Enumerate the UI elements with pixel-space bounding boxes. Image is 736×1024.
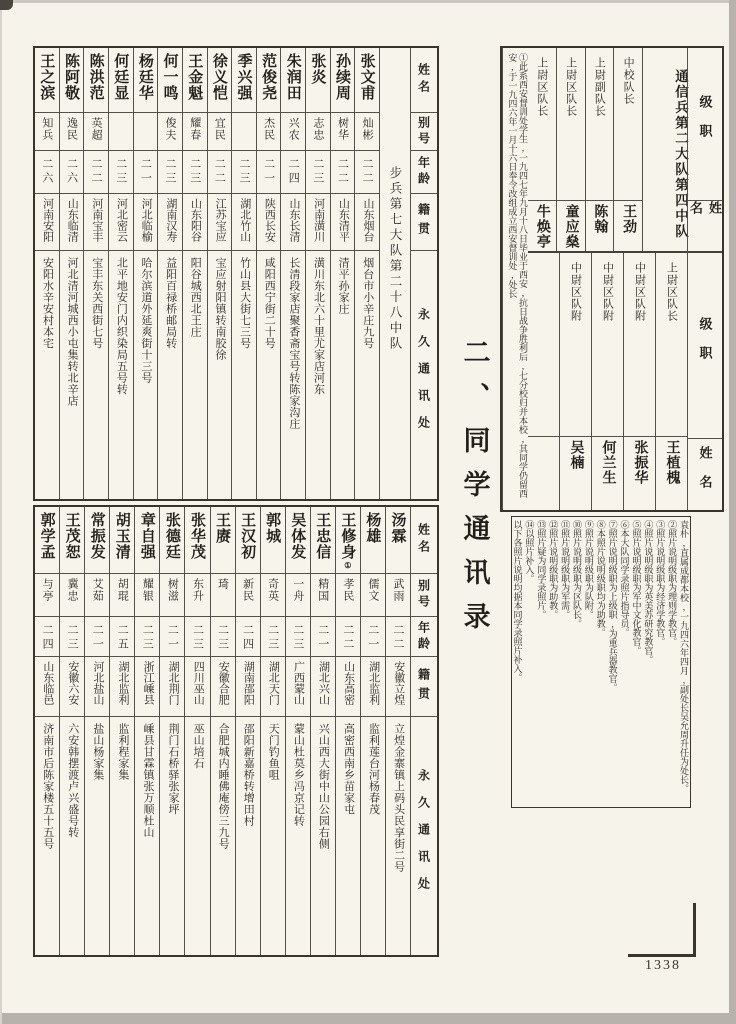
student-column bbox=[280, 48, 305, 499]
officer-column bbox=[528, 48, 556, 251]
frame-corner bbox=[628, 903, 696, 957]
student-address: 河北清河城西小屯集转北辛店 bbox=[66, 257, 79, 407]
student-age: 二二 bbox=[386, 617, 410, 657]
officer-rank: 中校队长 bbox=[614, 48, 642, 201]
student-alias: 孝民 bbox=[336, 574, 360, 617]
student-age: 二三 bbox=[211, 617, 235, 657]
student-age: 二一 bbox=[257, 151, 281, 194]
student-address: 阳谷城西北王庄 bbox=[189, 257, 202, 338]
student-origin: 山东阳谷 bbox=[183, 194, 207, 251]
student-alias: 耀银 bbox=[135, 574, 159, 617]
header-rank: 级职 bbox=[688, 253, 722, 439]
spine bbox=[444, 338, 506, 646]
student-origin: 河北盐山 bbox=[85, 657, 109, 717]
student-address: 清平孙家庄 bbox=[337, 257, 350, 315]
student-name: 王金魁 bbox=[183, 48, 207, 113]
roster-area bbox=[33, 46, 439, 957]
student-column bbox=[310, 507, 335, 955]
student-alias: 俊夫 bbox=[158, 113, 182, 151]
student-age: 二六 bbox=[35, 151, 59, 194]
student-address: 巫山培石 bbox=[192, 723, 205, 769]
officer-column-empty bbox=[528, 253, 559, 510]
student-alias: 耀春 bbox=[183, 113, 207, 151]
student-origin: 河南宝丰 bbox=[84, 194, 108, 251]
officer-name: 牛焕亭 bbox=[534, 204, 550, 249]
student-age: 二五 bbox=[110, 617, 134, 657]
student-column bbox=[159, 507, 184, 955]
student-age: 二三 bbox=[232, 151, 256, 194]
note-column: ⑨照片说明级职为队附。 bbox=[583, 520, 594, 619]
student-origin: 浙江嵊县 bbox=[135, 657, 159, 717]
header-age: 年龄 bbox=[411, 151, 437, 194]
note-column: ③照片说明级职为经济学教官。 bbox=[655, 520, 666, 646]
student-age: 二四 bbox=[236, 617, 260, 657]
officers-table bbox=[500, 46, 724, 512]
student-age: 二二 bbox=[84, 151, 108, 194]
officer-column bbox=[613, 48, 642, 251]
student-name: 胡玉清 bbox=[110, 507, 134, 574]
student-name: 杨雄 bbox=[361, 507, 385, 574]
student-column bbox=[354, 48, 379, 499]
note-column: 袁朴,直属成都本校,一九四六年四月,副处长吴允周升任为处长。 bbox=[679, 520, 689, 793]
student-address: 烟台市小辛庄九号 bbox=[361, 257, 374, 349]
student-alias bbox=[109, 113, 133, 151]
student-column bbox=[184, 507, 209, 955]
note-column: ⑧本照片说明级职均为助教。 bbox=[595, 520, 606, 637]
student-column bbox=[84, 507, 109, 955]
student-column bbox=[260, 507, 285, 955]
student-origin: 河北临榆 bbox=[134, 194, 158, 251]
note-column: ⑦照片说明级职为上级职,为重兵器教官。 bbox=[607, 520, 618, 692]
student-column bbox=[35, 48, 59, 499]
student-age: 二二 bbox=[208, 151, 232, 194]
note-column: ⑤照片说明级职为军中文化教官。 bbox=[631, 520, 642, 655]
officer-name: 陈翰 bbox=[592, 204, 608, 234]
student-column bbox=[109, 507, 134, 955]
student-address: 潢川东北六十里尤家店河东 bbox=[312, 257, 325, 395]
student-column bbox=[330, 48, 355, 499]
header-age: 年龄 bbox=[411, 617, 437, 657]
student-age: 二三 bbox=[135, 617, 159, 657]
student-age: 二一 bbox=[160, 617, 184, 657]
student-name: 陈阿敬 bbox=[60, 48, 84, 113]
student-alias: 灿彬 bbox=[355, 113, 379, 151]
header-rank: 级职 bbox=[688, 48, 722, 201]
student-age: 二三 bbox=[286, 617, 310, 657]
student-alias: 逸民 bbox=[60, 113, 84, 151]
student-name: 王忠信 bbox=[311, 507, 335, 574]
officer-rank: 上尉副队长 bbox=[586, 48, 614, 201]
student-column bbox=[335, 507, 360, 955]
scan-edge-right bbox=[729, 0, 736, 1024]
unit-title: 步兵第七大队第二十八中队 bbox=[388, 166, 402, 352]
bottom-roster-table bbox=[33, 505, 439, 957]
student-alias: 新民 bbox=[236, 574, 260, 617]
student-name: 郭城 bbox=[261, 507, 285, 574]
scan-edge-left bbox=[0, 0, 2, 1024]
header-origin: 籍贯 bbox=[411, 194, 437, 251]
header-name: 姓名 bbox=[411, 48, 437, 113]
student-column bbox=[235, 507, 260, 955]
student-name: 吴体发 bbox=[286, 507, 310, 574]
student-age: 二二 bbox=[336, 617, 360, 657]
student-age: 二三 bbox=[109, 151, 133, 194]
student-address: 安阳水辛安村本宅 bbox=[41, 257, 54, 349]
student-origin: 湖北竹山 bbox=[232, 194, 256, 251]
student-alias: 儒文 bbox=[361, 574, 385, 617]
officers-footnote: ①此系西安督训处学生,一九四七年九月十八日毕业于西安,抗日战争胜利后,七分校归并本校,其同学仍留西安,于一九四六年一月十六日奉令改组成立西安督训处,处长 bbox=[502, 48, 528, 510]
student-origin: 湖北监利 bbox=[110, 657, 134, 717]
student-origin: 湖北荆门 bbox=[160, 657, 184, 717]
student-origin: 安徽六安 bbox=[60, 657, 84, 717]
student-origin: 湖南汉寿 bbox=[158, 194, 182, 251]
officer-column bbox=[585, 48, 614, 251]
student-origin: 湖北天门 bbox=[261, 657, 285, 717]
header-alias: 别号 bbox=[411, 574, 437, 617]
student-alias bbox=[232, 113, 256, 151]
note-column: ⑬照片疑为同学录照片。 bbox=[536, 520, 547, 619]
scan-edge-top bbox=[0, 0, 736, 3]
student-address: 六安韩摆渡卢兴盛号转 bbox=[66, 723, 79, 838]
page-title: 二、同学通讯录 bbox=[459, 338, 490, 646]
student-alias: 琦 bbox=[211, 574, 235, 617]
student-alias: 奇英 bbox=[261, 574, 285, 617]
student-column bbox=[59, 48, 84, 499]
student-origin: 湖北监利 bbox=[361, 657, 385, 717]
student-name: 王修身① bbox=[336, 507, 360, 574]
officer-column bbox=[591, 253, 623, 510]
student-address: 蒙山杜莫乡冯京记转 bbox=[292, 723, 305, 827]
student-origin: 湖南邵阳 bbox=[236, 657, 260, 717]
student-alias: 冀忠 bbox=[60, 574, 84, 617]
student-origin: 广西蒙山 bbox=[286, 657, 310, 717]
student-column bbox=[210, 507, 235, 955]
student-address: 立煌金寨镇上码头民享街二号 bbox=[392, 723, 405, 873]
student-address: 咸阳西宁街二十号 bbox=[263, 257, 276, 349]
officer-name: 王劲 bbox=[621, 204, 637, 234]
student-alias: 知兵 bbox=[35, 113, 59, 151]
officer-rank: 中尉区队附 bbox=[560, 253, 591, 437]
officer-column bbox=[559, 253, 591, 510]
student-address: 嵊县甘霖镇张万顺杜山 bbox=[141, 723, 154, 838]
student-alias: 胡琨 bbox=[110, 574, 134, 617]
student-alias: 精国 bbox=[311, 574, 335, 617]
student-origin: 安徽立煌 bbox=[386, 657, 410, 717]
student-name: 王茂恕 bbox=[60, 507, 84, 574]
student-address: 益阳百禄桥邮局转 bbox=[164, 257, 177, 349]
bottom-roster-header-column bbox=[410, 507, 437, 955]
student-column bbox=[385, 507, 410, 955]
student-alias: 武雨 bbox=[386, 574, 410, 617]
note-column: ⑫照片说明级职为助教。 bbox=[548, 520, 559, 619]
student-name: 王之滨 bbox=[35, 48, 59, 113]
note-column: ⑭以照片补入。 bbox=[524, 520, 535, 583]
student-column bbox=[108, 48, 133, 499]
student-age: 二一 bbox=[311, 617, 335, 657]
student-address: 监利莲台河杨春茂 bbox=[367, 723, 380, 815]
officer-rank: 中尉区队附 bbox=[624, 253, 655, 437]
header-address: 永久通讯处 bbox=[416, 768, 431, 904]
student-alias: 兴农 bbox=[281, 113, 305, 151]
student-name: 王汉初 bbox=[236, 507, 260, 574]
student-origin: 陕西长安 bbox=[257, 194, 281, 251]
student-origin: 河南潢川 bbox=[306, 194, 330, 251]
officer-rank: 中尉区队附 bbox=[592, 253, 623, 437]
student-name: 范俊尧 bbox=[257, 48, 281, 113]
note-column: ⑩照片说明级职为区队长。 bbox=[571, 520, 582, 628]
student-age: 二三 bbox=[261, 617, 285, 657]
student-origin: 山东清平 bbox=[331, 194, 355, 251]
student-column bbox=[305, 48, 330, 499]
student-age: 二三 bbox=[60, 617, 84, 657]
note-column: ④照片说明级职为英美苏研究教官。 bbox=[643, 520, 654, 664]
student-alias bbox=[134, 113, 158, 151]
note-column: ⑪照片说明级职为军需。 bbox=[560, 520, 571, 619]
student-age: 二一 bbox=[134, 151, 158, 194]
student-address: 兴山西大街中山公园右侧 bbox=[317, 723, 330, 850]
student-address: 监利程家集 bbox=[116, 723, 129, 781]
student-origin: 山东临清 bbox=[60, 194, 84, 251]
page-number: 1338 bbox=[645, 958, 681, 973]
student-origin: 山东长清 bbox=[281, 194, 305, 251]
student-alias: 一舟 bbox=[286, 574, 310, 617]
student-name: 陈洪范 bbox=[84, 48, 108, 113]
note-column: ⑥本大队同学录照片指导员。 bbox=[619, 520, 630, 637]
student-name: 张文甫 bbox=[355, 48, 379, 113]
student-age: 二一 bbox=[361, 617, 385, 657]
student-name: 何一鸣 bbox=[158, 48, 182, 113]
student-age: 二三 bbox=[158, 151, 182, 194]
student-age: 二四 bbox=[35, 617, 59, 657]
officers-unit-title: 通信兵第二大队第四中队 bbox=[642, 48, 687, 251]
officer-name: 张振华 bbox=[632, 440, 648, 485]
student-origin: 安徽合肥 bbox=[211, 657, 235, 717]
student-origin: 河北密云 bbox=[109, 194, 133, 251]
officer-name: 吴楠 bbox=[568, 440, 584, 470]
student-address: 哈尔滨道外延爽街十三号 bbox=[140, 257, 153, 384]
student-name: 汤霖 bbox=[386, 507, 410, 574]
student-alias: 英超 bbox=[84, 113, 108, 151]
student-alias: 树华 bbox=[331, 113, 355, 151]
student-origin: 四川巫山 bbox=[185, 657, 209, 717]
officers-main bbox=[528, 48, 687, 510]
officers-group-1 bbox=[528, 48, 687, 253]
student-name: 王赓 bbox=[211, 507, 235, 574]
officer-column bbox=[655, 253, 687, 510]
student-age: 二一 bbox=[85, 617, 109, 657]
student-alias: 东升 bbox=[185, 574, 209, 617]
officer-name: 王植槐 bbox=[664, 440, 680, 485]
student-name: 杨廷华 bbox=[134, 48, 158, 113]
student-column bbox=[285, 507, 310, 955]
officer-name bbox=[528, 437, 559, 510]
student-name: 何廷显 bbox=[109, 48, 133, 113]
student-alias: 树滋 bbox=[160, 574, 184, 617]
student-address: 济南市后陈家楼五十五号 bbox=[41, 723, 54, 850]
officer-column bbox=[623, 253, 655, 510]
officer-column bbox=[556, 48, 585, 251]
student-age: 二二 bbox=[331, 151, 355, 194]
student-address: 邵阳新嘉桥转增田村 bbox=[242, 723, 255, 827]
student-address: 天门钓鱼咀 bbox=[267, 723, 280, 781]
officer-name: 童应燊 bbox=[563, 204, 579, 249]
officers-group-2 bbox=[528, 253, 687, 510]
top-roster-table bbox=[33, 46, 439, 501]
student-column bbox=[83, 48, 108, 499]
student-alias: 与亭 bbox=[35, 574, 59, 617]
student-column bbox=[360, 507, 385, 955]
note-column: 以下各照片说明均据本同学录照片补入。 bbox=[512, 520, 523, 682]
student-address: 盐山杨家集 bbox=[91, 723, 104, 781]
student-age: 二三 bbox=[306, 151, 330, 194]
student-column bbox=[182, 48, 207, 499]
scan-speck bbox=[0, 0, 13, 10]
student-name: 张炎 bbox=[306, 48, 330, 113]
student-origin: 山东烟台 bbox=[355, 194, 379, 251]
unit-title-column bbox=[379, 48, 410, 499]
student-column bbox=[157, 48, 182, 499]
student-address: 合肥城内睡佛庵傍三九号 bbox=[217, 723, 230, 850]
header-name: 姓名 bbox=[697, 445, 713, 504]
student-name: 季兴强 bbox=[232, 48, 256, 113]
student-age: 二二 bbox=[355, 151, 379, 194]
notes-block bbox=[511, 516, 691, 808]
officer-name: 何兰生 bbox=[600, 440, 616, 485]
student-name: 张德廷 bbox=[160, 507, 184, 574]
scan-edge-bottom bbox=[0, 1013, 736, 1024]
top-roster-header-column bbox=[410, 48, 437, 499]
student-column bbox=[133, 48, 158, 499]
student-origin: 江苏宝应 bbox=[208, 194, 232, 251]
student-age: 二六 bbox=[60, 151, 84, 194]
student-address: 宝丰东关西街七号 bbox=[90, 257, 103, 349]
header-name: 姓名 bbox=[688, 201, 722, 253]
student-address: 长清段家店聚香斋宝号转陈家沟庄 bbox=[287, 257, 300, 430]
header-alias: 别号 bbox=[411, 113, 437, 151]
officer-rank: 上尉区队长 bbox=[528, 48, 556, 201]
student-alias: 志忠 bbox=[306, 113, 330, 151]
student-name: 孙续周 bbox=[331, 48, 355, 113]
student-origin: 河南安阳 bbox=[35, 194, 59, 251]
student-column bbox=[207, 48, 232, 499]
student-address: 宝应射阳镇转南胶徐 bbox=[213, 257, 226, 361]
student-age: 二三 bbox=[183, 151, 207, 194]
officer-rank: 上尉区队长 bbox=[656, 253, 687, 437]
header-address: 永久通讯处 bbox=[416, 307, 431, 443]
student-column bbox=[59, 507, 84, 955]
student-alias: 杰民 bbox=[257, 113, 281, 151]
student-origin: 湖北兴山 bbox=[311, 657, 335, 717]
student-address: 北平地安门内织染局五号转 bbox=[115, 257, 128, 395]
student-origin: 山东高密 bbox=[336, 657, 360, 717]
student-age: 二四 bbox=[281, 151, 305, 194]
note-column: ②照片说明级职为理则学教官。 bbox=[667, 520, 678, 646]
student-name: 郭学孟 bbox=[35, 507, 59, 574]
student-column bbox=[256, 48, 281, 499]
student-address: 荆门石桥驿张家坪 bbox=[167, 723, 180, 815]
officer-rank bbox=[528, 253, 559, 437]
student-age: 二三 bbox=[185, 617, 209, 657]
student-address: 高密西南乡苗家屯 bbox=[342, 723, 355, 815]
student-alias: 艾茹 bbox=[85, 574, 109, 617]
student-column bbox=[35, 507, 59, 955]
student-origin: 山东临邑 bbox=[35, 657, 59, 717]
student-name: 常振发 bbox=[85, 507, 109, 574]
header-origin: 籍贯 bbox=[411, 657, 437, 717]
student-name: 朱润田 bbox=[281, 48, 305, 113]
student-address: 竹山县大街七三号 bbox=[238, 257, 251, 349]
student-column bbox=[231, 48, 256, 499]
student-name: 张华茂 bbox=[185, 507, 209, 574]
student-name: 章自强 bbox=[135, 507, 159, 574]
student-alias: 宜民 bbox=[208, 113, 232, 151]
header-name: 姓名 bbox=[411, 507, 437, 574]
officers-header-column bbox=[687, 48, 722, 510]
officer-rank: 上尉区队长 bbox=[557, 48, 585, 201]
student-column bbox=[134, 507, 159, 955]
student-name: 徐义恺 bbox=[208, 48, 232, 113]
